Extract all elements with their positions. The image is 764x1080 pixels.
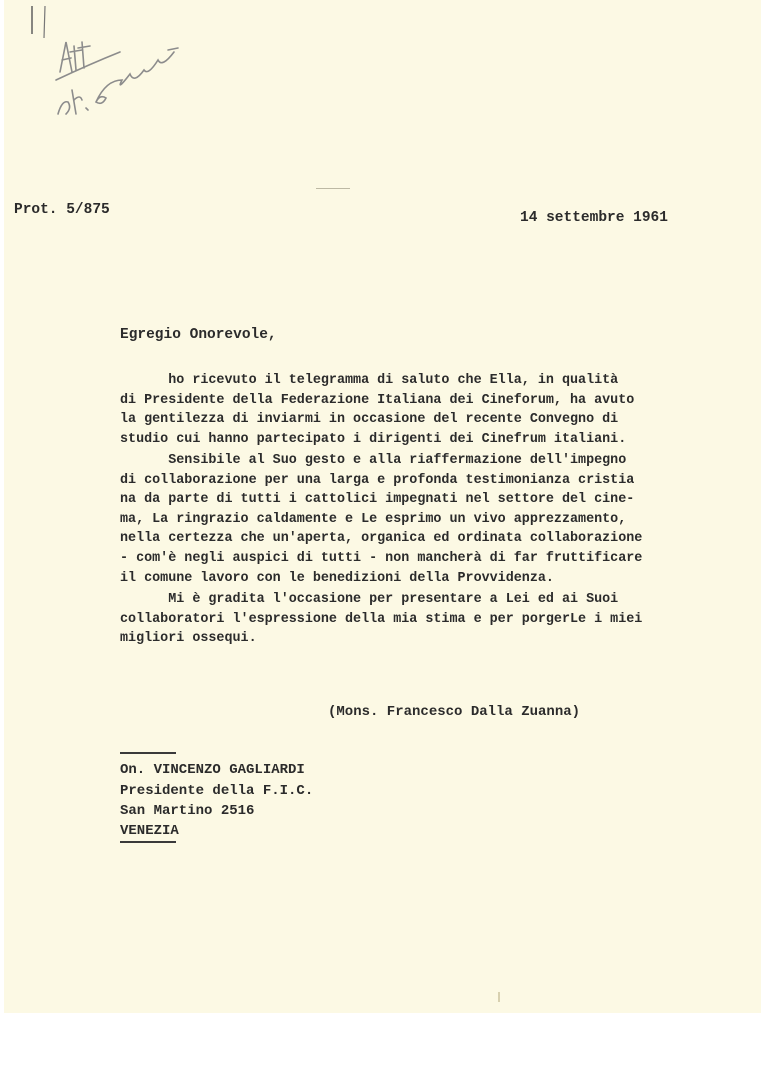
paper-mark bbox=[498, 992, 500, 1002]
text-line: studio cui hanno partecipato i dirigenti dei Cinefrum italiani. bbox=[120, 431, 627, 447]
text-line: na da parte di tutti i cattolici impegnati nel settore del cine- bbox=[120, 492, 635, 508]
handwritten-annotation bbox=[50, 30, 190, 120]
text-line: di collaborazione per una larga e profonda testimonianza cristia bbox=[120, 472, 635, 488]
text-line: la gentilezza di inviarmi in occasione del recente Convegno di bbox=[120, 412, 619, 428]
text-line: il comune lavoro con le benedizioni della Provvidenza. bbox=[120, 570, 554, 586]
salutation: Egregio Onorevole, bbox=[120, 327, 277, 343]
text-line: Mi è gradita l'occasione per presentare a Lei ed ai Suoi bbox=[120, 592, 619, 607]
text-line: nella certezza che un'aperta, organica ed ordinata collaborazione bbox=[120, 531, 643, 547]
text-line: - com'è negli auspici di tutti - non mancherà di far fruttificare bbox=[120, 550, 643, 566]
recipient-address bbox=[120, 760, 313, 822]
city-underline bbox=[120, 841, 176, 843]
recipient-city: VENEZIA bbox=[120, 823, 179, 839]
faint-dash bbox=[316, 188, 350, 189]
paragraph-3 bbox=[120, 590, 650, 649]
text-line: collaboratori l'espressione della mia stima e per porgerLe i miei bbox=[120, 611, 643, 627]
letter-date: 14 settembre 1961 bbox=[520, 210, 668, 226]
protocol-number: Prot. 5/875 bbox=[14, 202, 110, 218]
hole-punch-marks bbox=[28, 4, 50, 40]
text-line: Sensibile al Suo gesto e alla riaffermazione dell'impegno bbox=[120, 453, 627, 468]
letter-page bbox=[4, 0, 761, 1013]
paragraph-2 bbox=[120, 451, 650, 588]
paragraph-1 bbox=[120, 371, 650, 449]
recipient-title: Presidente della F.I.C. bbox=[120, 782, 314, 799]
recipient-name: On. VINCENZO GAGLIARDI bbox=[120, 762, 305, 778]
text-line: di Presidente della Federazione Italiana dei Cineforum, ha avuto bbox=[120, 392, 635, 408]
address-rule bbox=[120, 752, 176, 754]
text-line: migliori ossequi. bbox=[120, 631, 257, 647]
signature: (Mons. Francesco Dalla Zuanna) bbox=[328, 704, 581, 720]
text-line: ho ricevuto il telegramma di saluto che Ella, in qualità bbox=[120, 373, 619, 388]
recipient-street: San Martino 2516 bbox=[120, 803, 255, 819]
text-line: ma, La ringrazio caldamente e Le esprimo un vivo apprezzamento, bbox=[120, 511, 627, 527]
